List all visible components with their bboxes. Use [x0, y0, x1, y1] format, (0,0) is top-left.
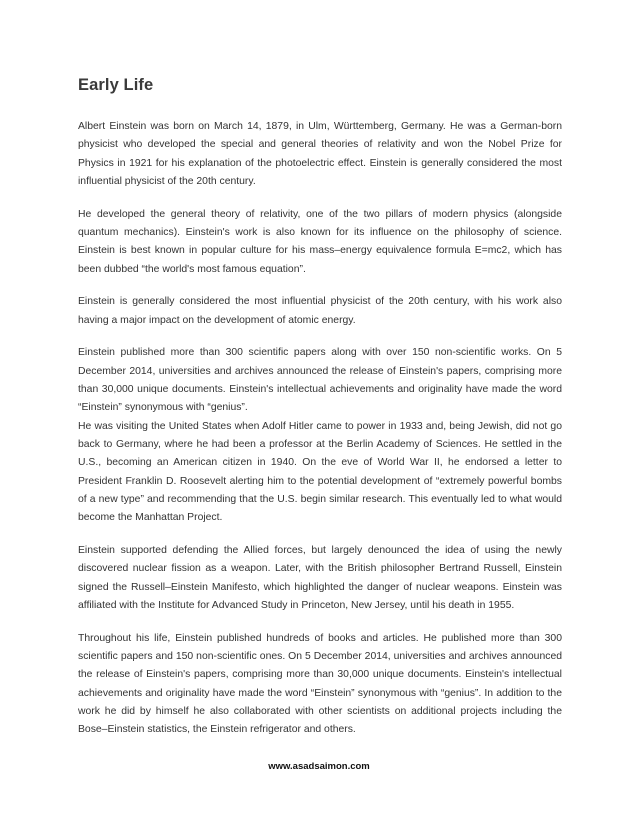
paragraph-birth: Albert Einstein was born on March 14, 1879, in Ulm, Württemberg, Germany. He was a German-born physicist who developed the special and general theories of relativity and won the Nobel Prize for Physics in 1921 for his explanation of the photoelectric effect. Einstein is generally considered the most influential physicist of the 20th century. — [78, 121, 562, 187]
paragraph-nuclear: Einstein supported defending the Allied forces, but largely denounced the idea of using the newly discovered nuclear fission as a weapon. Later, with the British philosopher Bertrand Russell, Einstein signed the Russell–Einstein Manifesto, which highlighted the danger of nuclear weapons. Einstein was affiliated with the Institute for Advanced Study in Princeton, New Jersey, until his death in 1955. — [78, 544, 562, 611]
section-heading: Early Life — [78, 76, 154, 94]
body-text — [78, 118, 562, 754]
footer-website: www.asadsaimon.com — [268, 761, 370, 772]
paragraph-relativity: He developed the general theory of relativity, one of the two pillars of modern physics (alongside quantum mechanics). Einstein's work is also known for its influence on the philosophy of science. Einstein is best known in popular culture for his mass–energy equivalence formula E=mc2, which has been dubbed “the world's most famous equation”. — [78, 208, 562, 275]
paragraph-influence: Einstein is generally considered the most influential physicist of the 20th century, with his work also having a major impact on the development of atomic energy. — [78, 296, 562, 326]
paragraph-united-states: He was visiting the United States when Adolf Hitler came to power in 1933 and, being Jewish, did not go back to Germany, where he had been a professor at the Berlin Academy of Sciences. He settled in the U.S., becoming an American citizen in 1940. On the eve of World War II, he endorsed a letter to President Franklin D. Roosevelt alerting him to the potential development of “extremely powerful bombs of a new type” and recommending that the U.S. begin similar research. This eventually led to what would become the Manhattan Project. — [78, 420, 562, 524]
paragraph-publications: Einstein published more than 300 scientific papers along with over 150 non-scientific works. On 5 December 2014, universities and archives announced the release of Einstein's papers, comprising more than 30,000 unique documents. Einstein's intellectual achievements and originality have made the word “Einstein” synonymous with “genius”. — [78, 347, 562, 414]
paragraph-later-life: Throughout his life, Einstein published hundreds of books and articles. He published more than 300 scientific papers and 150 non-scientific ones. On 5 December 2014, universities and archives announced the release of Einstein's papers, comprising more than 30,000 unique documents. Einstein's intellectual achievements and originality have made the word “Einstein” synonymous with “genius”. In addition to the work he did by himself he also collaborated with other scientists on additional projects including the Bose–Einstein statistics, the Einstein refrigerator and others. — [78, 632, 562, 736]
